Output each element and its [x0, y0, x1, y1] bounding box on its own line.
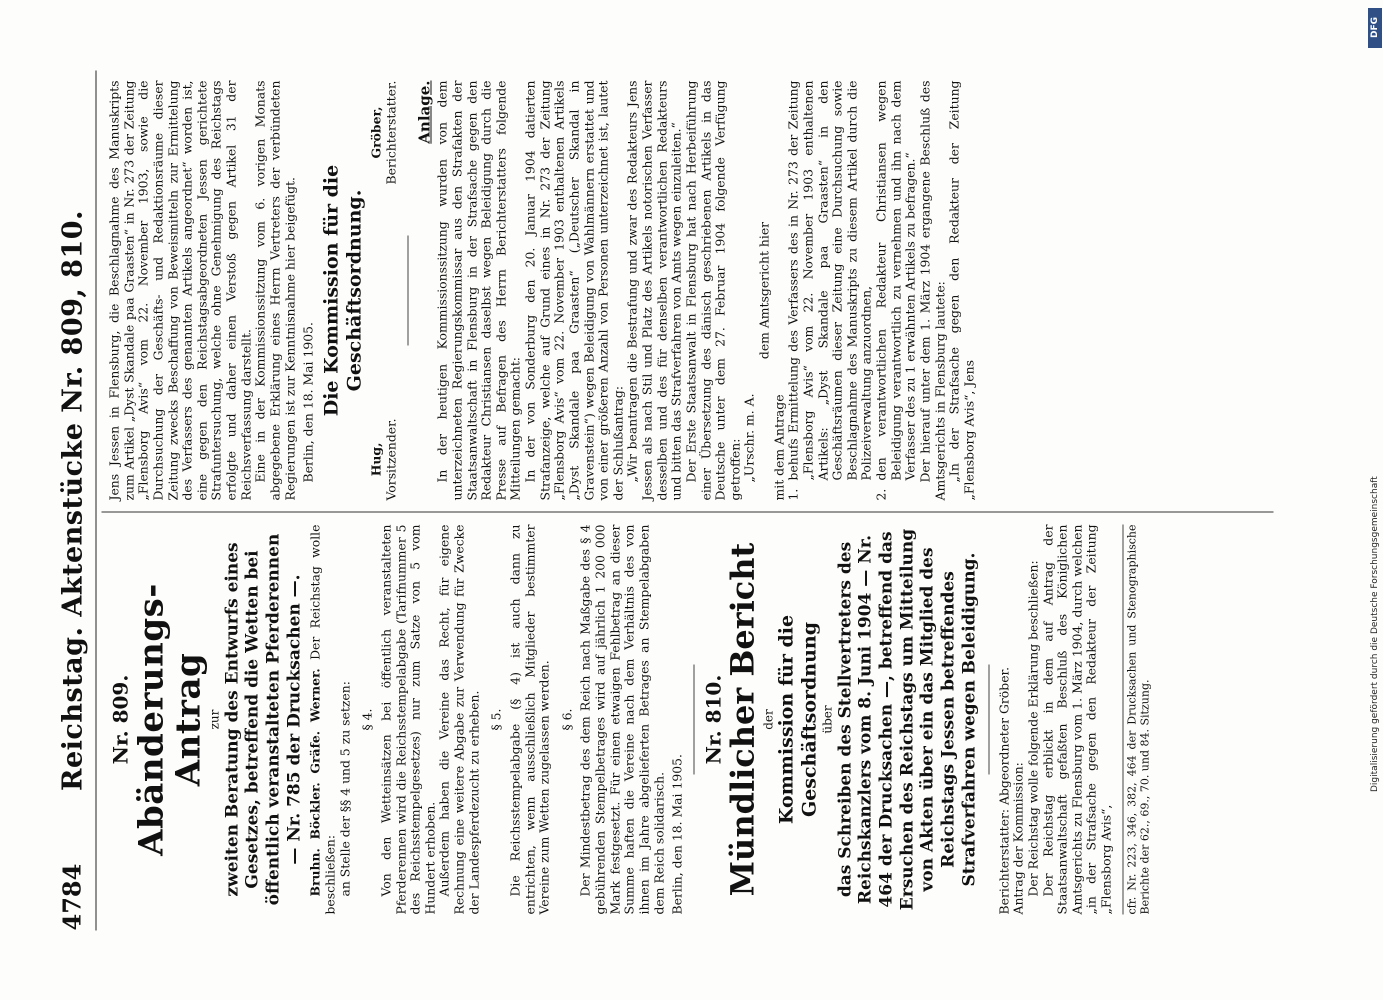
list-item-text: behufs Ermittelung des Verfassers des in Nr. 273 der Zeitung „Flensborg Avis“ vom 22. November 1903 enthaltenen Artikels: „Dyst Skandale paa Graasten“ in den Geschäftsräumen dieser Zeitung eine Durchsuchung sowie Beschlagnahme des Manuskripts zu diesem Artikel durch die Polizeiverwaltung anzuordnen,	[785, 80, 874, 481]
nr809-title: Abänderungs-Antrag	[131, 583, 209, 856]
chair-name: Hug,	[368, 442, 384, 477]
motion: Der Reichstag wolle beschließen:	[307, 524, 338, 915]
reporter-role: Berichterstatter.	[383, 80, 399, 185]
list-item: 2. den verantwortlichen Redakteur Christiansen wegen Beleidigung verantwortlich zu vernehmen und ihn nach dem Verfasser des zu 1 erwähnten Artikels zu befragen.“	[873, 80, 918, 501]
signature-reporter	[370, 81, 399, 185]
separator	[988, 665, 989, 775]
nr809-zur: zur	[207, 709, 222, 730]
anlage-quote: „Wir beantragen die Bestrafung und zwar des Redakteurs Jens Jessen als nach Stil und Platz des Artikels notorischen Verfasser desselben und des für denselben verantwortlichen Redakteurs und bitten das Strafverfahren von Amts wegen einzuleiten.“	[624, 80, 684, 501]
list-item: 1. behufs Ermittelung des Verfassers des in Nr. 273 der Zeitung „Flensborg Avis“ vom 22. November 1903 enthaltenen Artikels: „Dyst Skandale paa Graasten“ in den Geschäftsräumen dieser Zeitung eine Durchsuchung sowie Beschlagnahme des Manuskripts zu diesem Artikel durch die Polizeiverwaltung anzuordnen,	[785, 80, 874, 501]
antrag-text: Der Reichstag erblickt in dem auf Antrag der Staatsanwaltschaft gefaßten Beschluß des Königlichen Amtsgerichts zu Flensburg vom 1. März 1904, durch welchen „in der Strafsache gegen den Redakteur der Zeitung „Flensborg Avis“,	[1040, 524, 1114, 915]
anlage-heading: Anlage.	[415, 80, 434, 144]
antrag-motion: Der Reichstag wolle folgende Erklärung beschließen:	[1025, 560, 1041, 897]
section-5: § 5.	[488, 708, 504, 731]
separator	[407, 236, 408, 346]
signatures	[370, 81, 399, 501]
section-4: § 4.	[359, 708, 375, 731]
section-6-text: Der Mindestbetrag des dem Reich nach Maßgabe des § 4 gebührenden Stempelbetrages wird auf jährlich 1 200 000 Mark festgesetzt. Für einen etwaigen Fehlbetrag an dieser Summe haften die Vereine nach dem Verhältnis des von ihnen im Jahre abgelieferten Betrages an Stempelabgaben dem Reich solidarisch.	[577, 524, 667, 915]
nr810-commission: Kommission für die Geschäftsordnung	[775, 614, 821, 825]
signers: Bruhn. Böckler. Gräfe. Werner.	[307, 668, 323, 897]
left-column	[108, 525, 1153, 915]
separator	[693, 665, 694, 775]
nr809-heading: Nr. 809.	[108, 674, 133, 765]
section-6: § 6.	[559, 708, 575, 731]
anlage-urschr: „Urschr. m. A.	[741, 393, 757, 483]
anlage-amtsgericht: dem Amtsgericht hier	[756, 221, 772, 360]
reporter-name: Gröber,	[368, 106, 384, 159]
page-number: 4784	[57, 863, 87, 931]
rotated-sheet	[0, 1, 1383, 1001]
column-rule	[102, 512, 1274, 513]
header-rule	[96, 71, 97, 931]
left-date: Berlin, den 18. Mai 1905.	[669, 754, 685, 915]
anlage-paragraph-2: In der von Sonderburg den 20. Januar 1904 datierten Strafanzeige, welche auf Grund eines in Nr. 273 der Zeitung „Flensborg Avis“ vom 22. November 1903 enthaltenen Artikels „Dyst Skandale paa Graasten“ („Deutscher Skandal in Gravenstein“) wegen Beleidigung von Wahlmännern erstattet und von einer größeren Anzahl von Personen unterzeichnet ist, lautet der Schlußantrag:	[522, 80, 626, 501]
reporter: Berichterstatter: Abgeordneter Gröber.	[996, 666, 1012, 915]
anlage-paragraph-4: Der Erste Staatsanwalt in Flensburg hat nach Herbeiführung einer Übersetzung des dänisch geschriebenen Artikels in das Deutsche unter dem 27. Februar 1904 folgende Verfügung getroffen:	[683, 80, 743, 501]
nr810-subject: das Schreiben des Stellvertreters des Reichskanzlers vom 8. Juni 1904 — Nr. 464 der Drucksachen —, betreffend das Ersuchen des Reichstags um Mitteilung von Akten über ein das Mitglied des Reichstags Jessen betreffendes Strafverfahren wegen Beleidigung.	[835, 528, 980, 911]
nr810-heading: Nr. 810.	[701, 674, 726, 765]
nr810-title: Mündlicher Bericht	[723, 542, 762, 897]
signature-chair	[370, 418, 399, 500]
nr810-der: der	[761, 709, 776, 730]
right-column	[108, 81, 977, 501]
page-header	[58, 71, 92, 931]
list-item-text: den verantwortlichen Redakteur Christiansen wegen Beleidigung verantwortlich zu vernehmen und ihn nach dem Verfasser des zu 1 erwähnten Artikels zu befragen.“	[873, 80, 918, 481]
anlage-paragraph-9: „In der Strafsache gegen den Redakteur der Zeitung „Flensborg Avis“, Jens	[946, 80, 977, 501]
antrag-heading: Antrag der Kommission:	[1010, 762, 1026, 915]
dfg-logo	[1368, 8, 1382, 48]
digitization-note: Digitalisierung gefördert durch die Deutsche Forschungsgemeinschaft	[1370, 476, 1380, 792]
commission-signature: Die Kommission für die Geschäftsordnung.	[320, 164, 366, 417]
anlage-paragraph-8: Der hierauf unter dem 1. März 1904 ergangene Beschluß des Amtsgerichts in Flensburg lautete:	[917, 80, 948, 501]
section-4-text-2: Außerdem haben die Vereine das Recht, für eigene Rechnung eine weitere Abgabe zur Verwendung für Zwecke der Landespferdezucht zu erheben.	[436, 524, 482, 915]
right-paragraph-2: Eine in der Kommissionssitzung vom 6. vorigen Monats abgegebene Erklärung eines Herrn Vertreters der verbündeten Regierungen ist zur Kenntnisnahme hier beigefügt.	[252, 80, 297, 501]
nr809-subject: zweiten Beratung des Entwurfs eines Gesetzes, betreffend die Wetten bei öffentlich veranstalteten Pferderennen — Nr. 785 der Drucksachen —.	[222, 533, 305, 906]
anlage-mit-antrage: mit dem Antrage	[771, 394, 787, 501]
dfg-badge-text: DFG	[1370, 17, 1380, 39]
replace-clause: an Stelle der §§ 4 und 5 zu setzen:	[337, 681, 353, 897]
chair-role: Vorsitzender.	[383, 418, 399, 501]
nr810-ueber: über	[820, 705, 835, 734]
footnote: cfr. Nr. 223, 346, 382, 464 der Drucksachen und Stenographische Berichte der 62., 69., 70. und 84. Sitzung.	[1122, 525, 1152, 915]
section-5-text: Die Reichsstempelabgabe (§ 4) ist auch dann zu entrichten, wenn ausschließlich Mitglieder bestimmter Vereine zum Wetten zugelassen werden.	[507, 524, 552, 915]
running-title: Reichstag. Aktenstücke Nr. 809, 810.	[57, 210, 89, 791]
right-paragraph-1: Jens Jessen in Flensburg, die Beschlagnahme des Manuskripts zum Artikel „Dyst Skandale paa Graasten“ in Nr. 273 der Zeitung „Flensborg Avis“ vom 22. November 1903, sowie die Durchsuchung der Geschäfts- und Redaktionsräume dieser Zeitung zwecks Beschaffung von Beweismitteln zur Ermittelung des Verfassers des genannten Artikels angeordnet“ worden ist, eine gegen den Reichstagsabgeordneten Jessen gerichtete Strafuntersuchung, welche ohne Genehmigung des Reichstags erfolgte und daher einen Verstoß gegen Artikel 31 der Reichsverfassung darstellt.	[106, 80, 254, 501]
section-4-text-1: Von den Wetteinsätzen bei öffentlich veranstalteten Pferderennen wird die Reichsstempelabgabe (Tarifnummer 5 des Reichsstempelgesetzes) nur zum Satze von 5 vom Hundert erhoben.	[378, 524, 438, 915]
right-date: Berlin, den 18. Mai 1905.	[300, 322, 316, 483]
anlage-paragraph-1: In der heutigen Kommissionssitzung wurden von dem unterzeichneten Regierungskommissar aus den Strafakten der Staatsanwaltschaft in Flensburg in der Strafsache gegen den Redakteur Christiansen daselbst wegen Beleidigung durch die Presse auf Befragen des Herrn Berichterstatters folgende Mitteilungen gemacht:	[434, 80, 523, 501]
